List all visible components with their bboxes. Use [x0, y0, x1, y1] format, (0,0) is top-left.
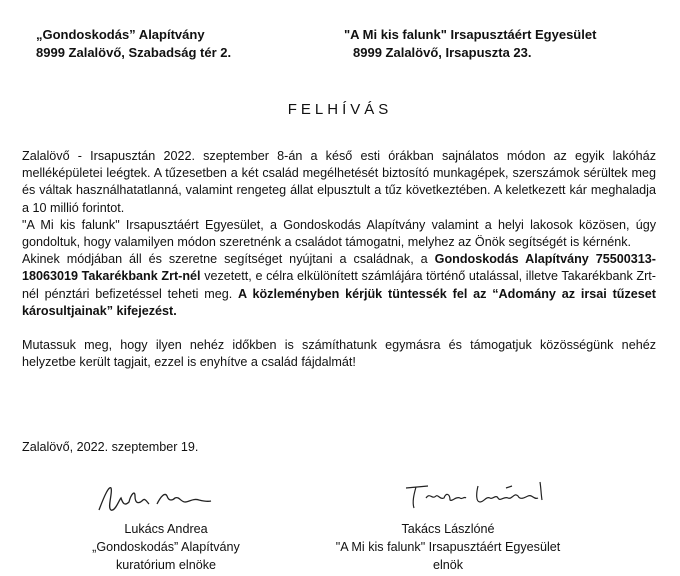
header-right-address: 8999 Zalalövő, Irsapuszta 23. — [353, 45, 532, 60]
signer-name-left: Lukács Andrea — [124, 522, 208, 536]
signature-block-left — [36, 520, 296, 574]
header-left-address: 8999 Zalalövő, Szabadság tér 2. — [36, 45, 232, 60]
header-right-org: "A Mi kis falunk" Irsapusztáért Egyesület — [344, 27, 597, 42]
signer-org-right: "A Mi kis falunk" Irsapusztáért Egyesület — [335, 540, 561, 554]
signature-block-right — [318, 520, 578, 574]
signer-org-left: „Gondoskodás” Alapítvány — [92, 540, 240, 554]
document-title: FELHÍVÁS — [287, 101, 393, 118]
signature-takacs-laszlone — [402, 478, 562, 512]
signer-role-left: kuratórium elnöke — [115, 558, 217, 572]
header-right — [344, 26, 596, 62]
document-date: Zalalövő, 2022. szeptember 19. — [22, 440, 199, 454]
paragraph-donation-instructions — [22, 251, 656, 320]
header-left-org: „Gondoskodás” Alapítvány — [36, 27, 205, 42]
donation-text-1: Akinek módjában áll és szeretne segítséget nyújtani a családnak, a — [22, 252, 435, 267]
bank-account-info: Gondoskodás Alapítvány 75500313-18063019 Takarékbank Zrt-nél — [22, 252, 656, 284]
paragraph-fire-description: Zalalövő - Irsapusztán 2022. szeptember 8-án a késő esti órákban sajnálatos módon az egyik lakóház melléképületei leégtek. A tűzesetben a két család megélhetését biztosító munkagépek, szerszámok sérültek meg és váltak használhatatlanná, valamint rengeteg állat elpusztult a tűz következtében. A keletkezett kár meghaladja a 10 millió forintot. — [22, 149, 656, 215]
paragraph-closing: Mutassuk meg, hogy ilyen nehéz időkben is számíthatunk egymásra és támogatjuk közösségünk nehéz helyzetbe került tagjait, ezzel is enyhítve a család fájdalmát! — [22, 338, 656, 370]
paragraph-support-call: "A Mi kis falunk" Irsapusztáért Egyesület, a Gondoskodás Alapítvány valamint a helyi lakosok közösen, úgy gondoltuk, hogy valamilyen módon szeretnénk a családot támogatni, melyhez az Önök segítségét is kérnénk. — [22, 217, 656, 250]
header-left — [36, 26, 231, 62]
signer-role-right: elnök — [432, 558, 464, 572]
signature-lukacs-andrea — [95, 482, 215, 516]
signer-name-right: Takács Lászlóné — [401, 522, 495, 536]
document-body — [22, 148, 656, 371]
donation-text-2: vezetett, e célra elkülönített számlájára történő utalással, illetve Takarékbank Zrt-nél pénztári befizetéssel teheti meg. — [22, 269, 656, 301]
transfer-note-request: A közleményben kérjük tüntessék fel az “Adomány az irsai tűzeset károsultjainak” kifejezést. — [22, 286, 656, 318]
